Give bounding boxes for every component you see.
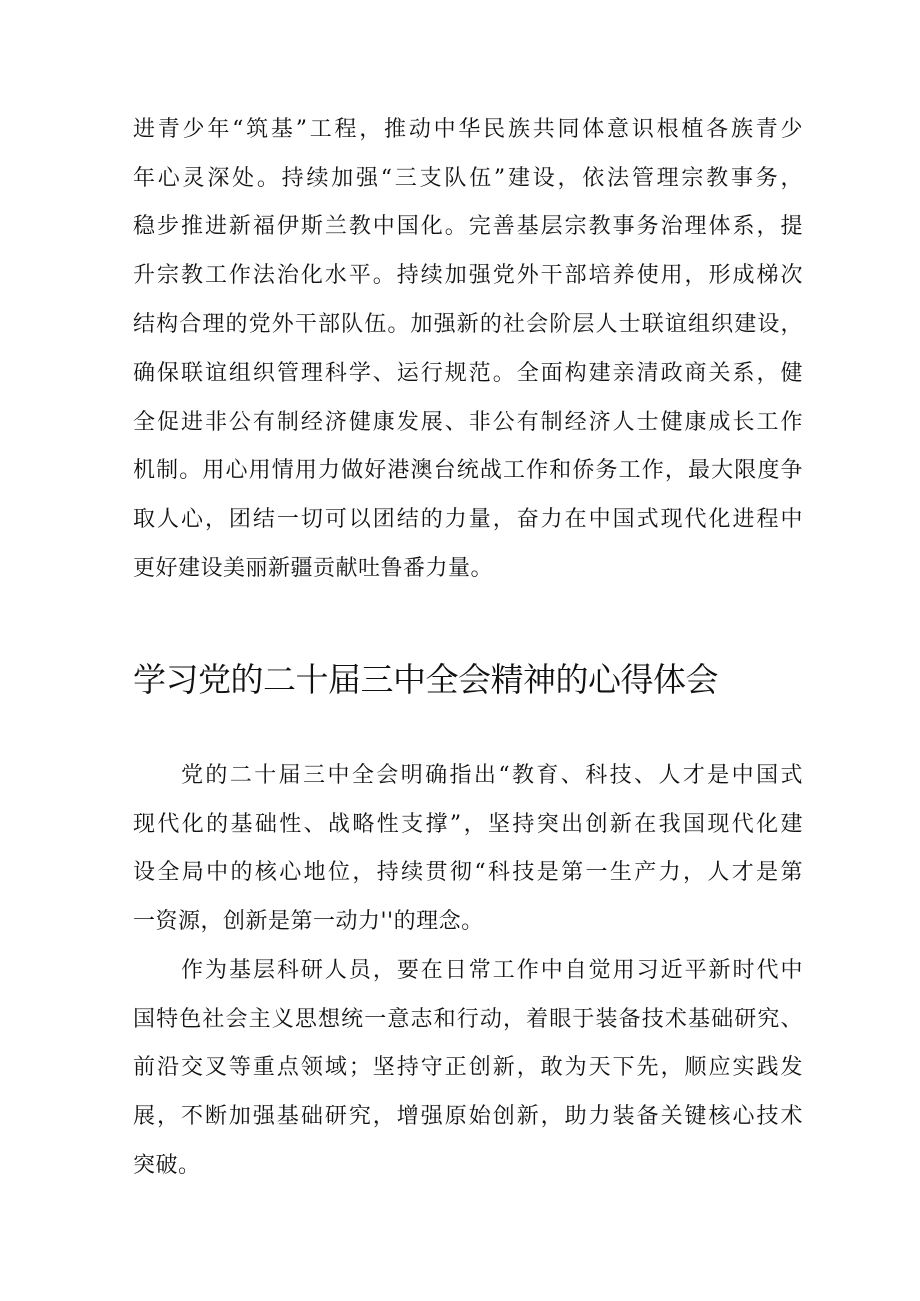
text-line: 升宗教工作法治化水平。持续加强党外干部培养使用，形成梯次	[133, 263, 803, 288]
text-line: 突破。	[133, 1153, 201, 1178]
text-line: 一资源，创新是第一动力''的理念。	[133, 909, 484, 934]
text-line: 进青少年“筑基”工程，推动中华民族共同体意识根植各族青少	[133, 117, 803, 142]
text-line: 确保联谊组织管理科学、运行规范。全面构建亲清政商关系，健	[133, 361, 803, 386]
text-line: 结构合理的党外干部队伍。加强新的社会阶层人士联谊组织建设，	[133, 312, 803, 337]
text-line: 前沿交叉等重点领域；坚持守正创新，敢为天下先，顺应实践发	[133, 1055, 803, 1080]
text-line: 稳步推进新福伊斯兰教中国化。完善基层宗教事务治理体系，提	[133, 214, 803, 239]
article-title: 学习党的二十届三中全会精神的心得体会	[133, 660, 718, 699]
text-line: 国特色社会主义思想统一意志和行动，着眼于装备技术基础研究、	[133, 1007, 803, 1032]
text-line: 作为基层科研人员，要在日常工作中自觉用习近平新时代中	[181, 958, 803, 983]
text-line: 展，不断加强基础研究，增强原始创新，助力装备关键核心技术	[133, 1104, 803, 1129]
text-line: 设全局中的核心地位，持续贯彻“科技是第一生产力，人才是第	[133, 860, 803, 885]
text-line: 全促进非公有制经济健康发展、非公有制经济人士健康成长工作	[133, 410, 803, 435]
text-line: 更好建设美丽新疆贡献吐鲁番力量。	[133, 556, 494, 581]
text-line: 机制。用心用情用力做好港澳台统战工作和侨务工作，最大限度争	[133, 458, 803, 483]
text-line: 取人心，团结一切可以团结的力量，奋力在中国式现代化进程中	[133, 507, 803, 532]
text-line: 现代化的基础性、战略性支撑”，坚持突出创新在我国现代化建	[133, 812, 803, 837]
text-line: 年心灵深处。持续加强“三支队伍”建设，依法管理宗教事务，	[133, 166, 803, 191]
text-line: 党的二十届三中全会明确指出“教育、科技、人才是中国式	[181, 763, 803, 788]
